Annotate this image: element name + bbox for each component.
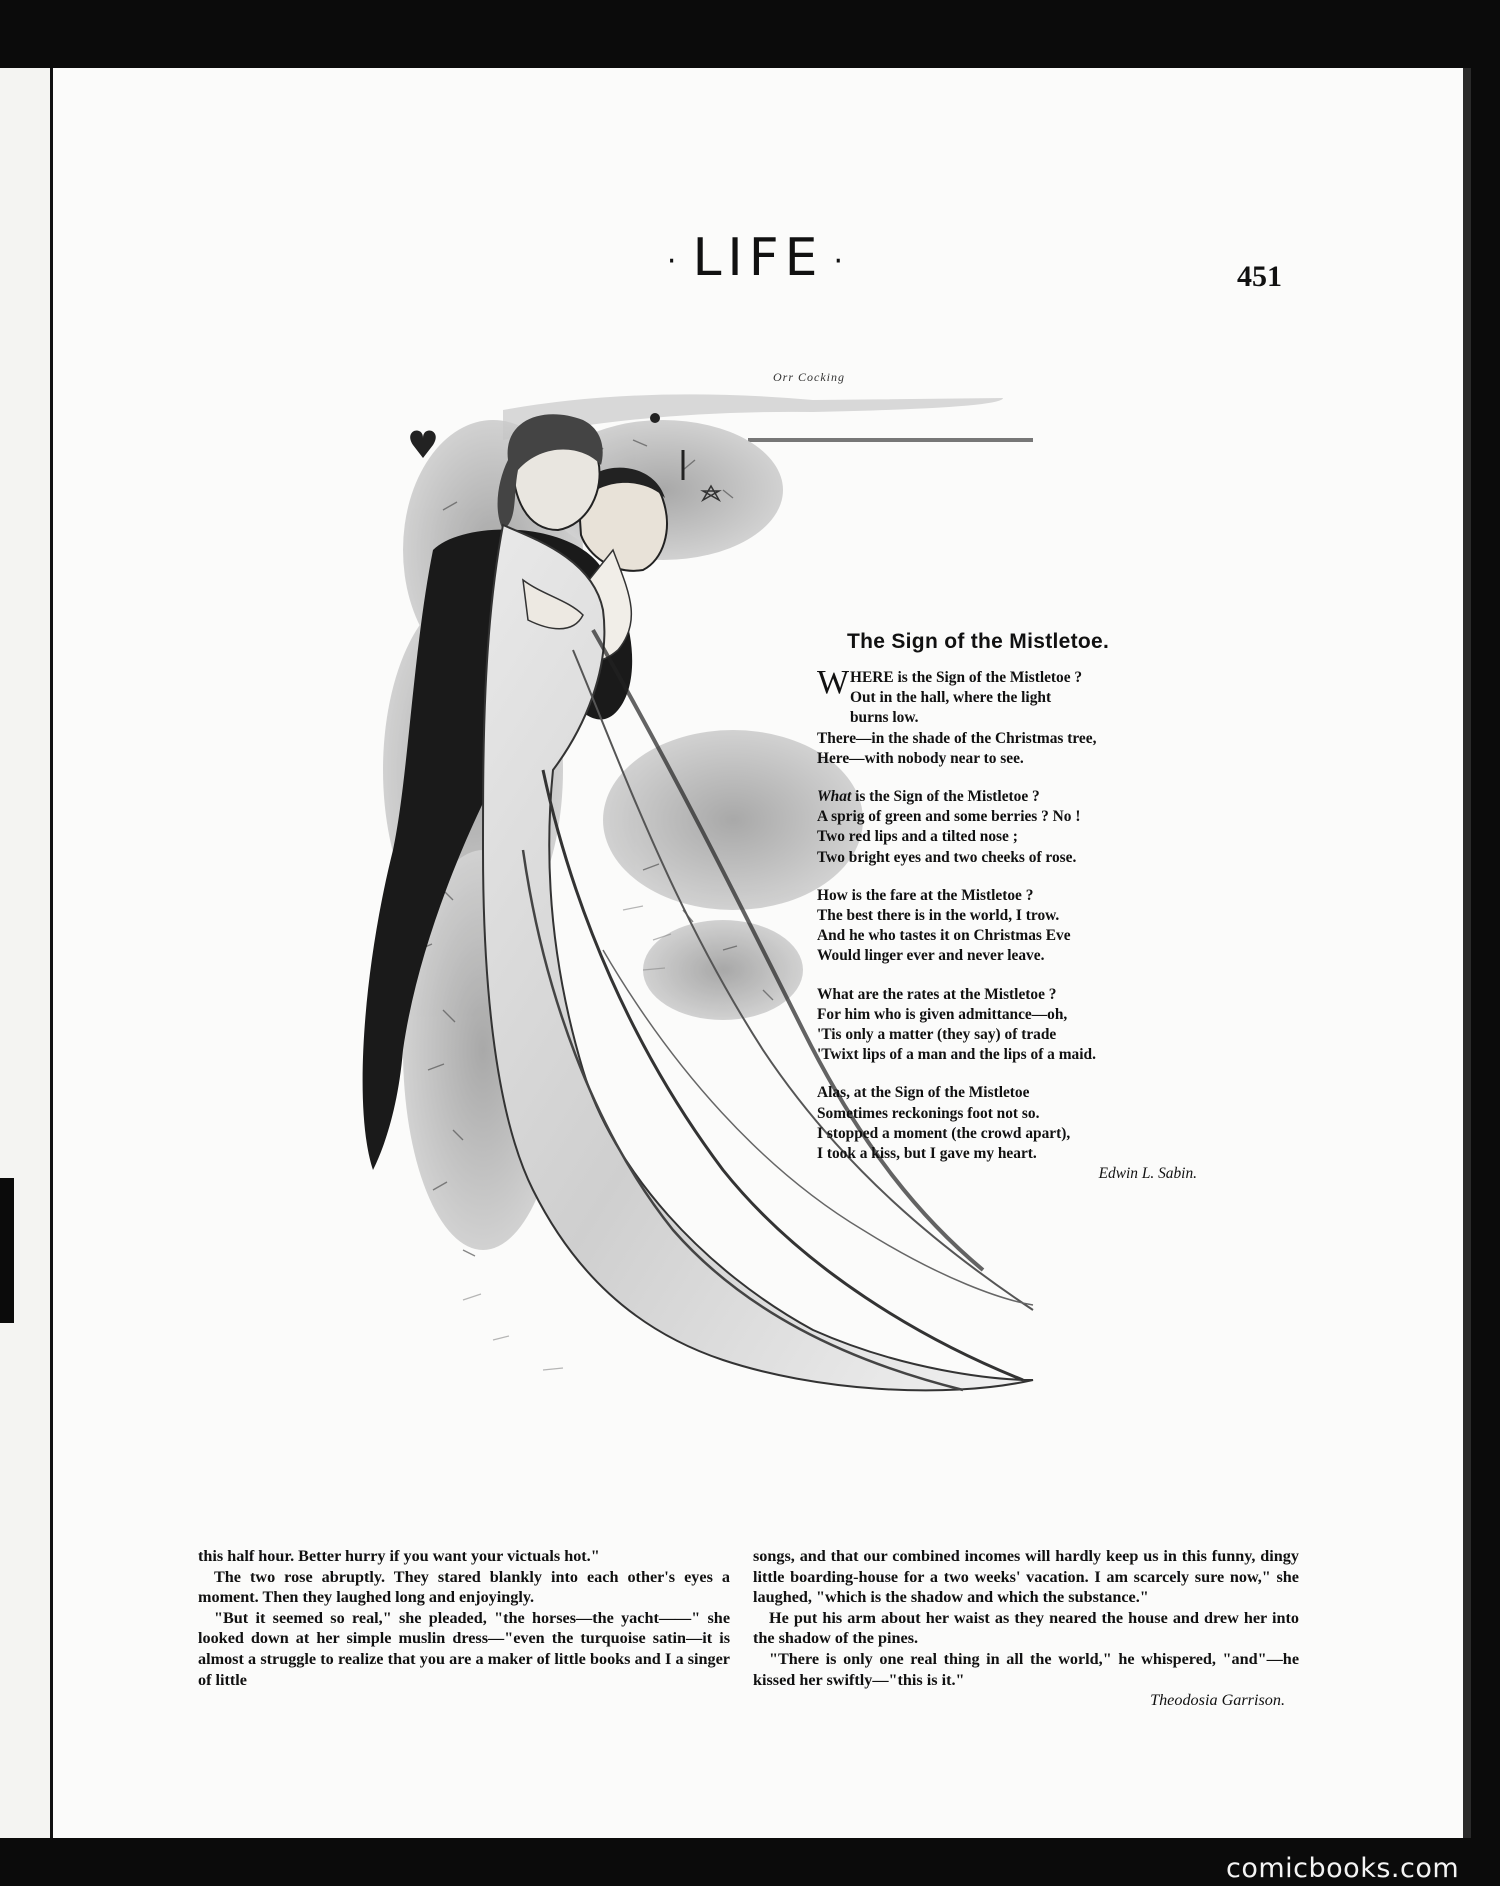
poem-line: There—in the shade of the Christmas tree, — [817, 729, 1097, 747]
story-paragraph: this half hour. Better hurry if you want your victuals hot." — [198, 1547, 600, 1565]
magazine-page — [53, 68, 1463, 1838]
story-paragraph: "But it seemed so real," she pleaded, "the horses—the yacht——" she looked down at her simple muslin dress—"even the turquoise satin—it is almost a struggle to realize that you are a maker of little books and I a singer of little — [198, 1608, 730, 1689]
watermark: comicbooks.com — [1226, 1853, 1460, 1884]
poem-line: What are the rates at the Mistletoe ? — [817, 985, 1057, 1003]
poem — [817, 664, 1247, 1184]
poem-stanza-5 — [817, 1083, 1247, 1164]
poem-line: I stopped a moment (the crowd apart), — [817, 1124, 1071, 1142]
poem-dropcap: W — [817, 664, 850, 701]
poem-stanza-3 — [817, 886, 1247, 967]
story-paragraph: "There is only one real thing in all the world," he whispered, "and"—he kissed her swiftly—"this is it." — [753, 1649, 1299, 1689]
poem-line: How is the fare at the Mistletoe ? — [817, 886, 1034, 904]
masthead-dot-right: · — [833, 243, 850, 279]
story-author: Theodosia Garrison. — [1150, 1691, 1285, 1710]
facing-page-edge — [0, 68, 53, 1838]
page-number: 451 — [1237, 260, 1282, 293]
masthead-dot-left: · — [666, 243, 683, 279]
poem-line: 'Twixt lips of a man and the lips of a maid. — [817, 1046, 1096, 1064]
poem-stanza-2 — [817, 787, 1247, 868]
poem-line: Two red lips and a tilted nose ; — [817, 828, 1018, 846]
heart-ornament — [410, 431, 436, 458]
story-paragraph: songs, and that our combined incomes will hardly keep us in this funny, dingy little boarding-house for a two weeks' vacation. I am scarcely sure now," she laughed, "which is the shadow and which the substance." — [753, 1547, 1299, 1607]
poem-line: Here—with nobody near to see. — [817, 749, 1024, 767]
poem-line: HERE is the Sign of the Mistletoe ? — [850, 669, 1083, 686]
poem-line: Out in the hall, where the light — [850, 689, 1052, 707]
story-paragraph: The two rose abruptly. They stared blankly into each other's eyes a moment. Then they laughed long and enjoyingly. — [198, 1567, 730, 1607]
poem-line — [817, 787, 1247, 807]
poem-line: I took a kiss, but I gave my heart. — [817, 1145, 1037, 1163]
poem-stanza-4 — [817, 985, 1247, 1066]
poem-line: Sometimes reckonings foot not so. — [817, 1104, 1040, 1122]
artist-signature: Orr Cocking — [773, 370, 845, 384]
poem-line: burns low. — [850, 709, 919, 727]
mistletoe-berry — [650, 413, 660, 423]
poem-author: Edwin L. Sabin. — [1098, 1165, 1197, 1183]
poem-line-rest: is the Sign of the Mistletoe ? — [851, 788, 1040, 806]
poem-line: A sprig of green and some berries ? No ! — [817, 808, 1081, 826]
masthead-title: LIFE — [692, 228, 824, 288]
poem-stanza-1 — [817, 664, 1247, 769]
page-binding-edge — [1463, 68, 1471, 1838]
poem-line: The best there is in the world, I trow. — [817, 907, 1060, 925]
poem-line: And he who tastes it on Christmas Eve — [817, 927, 1071, 945]
story-column-right — [753, 1546, 1299, 1711]
poem-line: 'Tis only a matter (they say) of trade — [817, 1026, 1057, 1044]
poem-line: Two bright eyes and two cheeks of rose. — [817, 848, 1077, 866]
story-column-left — [198, 1546, 730, 1690]
story-paragraph: He put his arm about her waist as they neared the house and drew her into the shadow of the pines. — [753, 1608, 1299, 1648]
poem-emphasis: What — [817, 788, 852, 806]
poem-line: Would linger ever and never leave. — [817, 947, 1045, 965]
facing-page-mark — [0, 1178, 14, 1323]
poem-line: Alas, at the Sign of the Mistletoe — [817, 1084, 1030, 1102]
poem-title: The Sign of the Mistletoe. — [847, 630, 1110, 653]
poem-line: For him who is given admittance—oh, — [817, 1005, 1068, 1023]
